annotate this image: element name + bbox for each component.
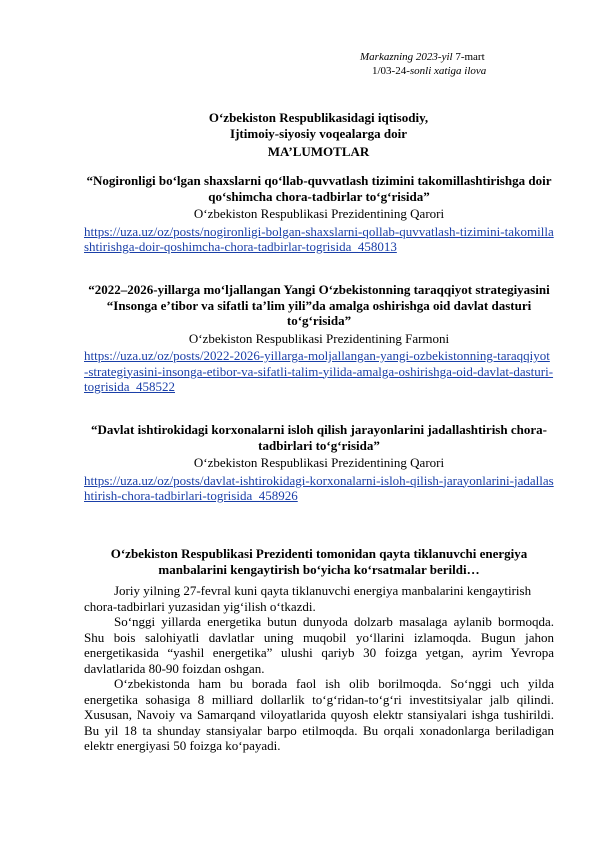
news-item-1 bbox=[84, 173, 554, 255]
news-item-source: O‘zbekiston Respublikasi Prezidentining Farmoni bbox=[188, 330, 450, 346]
news-item-3 bbox=[84, 422, 554, 504]
news-item-source: O‘zbekiston Respublikasi Prezidentining Qarori bbox=[193, 455, 445, 470]
article bbox=[84, 546, 554, 754]
header-note-line2 bbox=[360, 64, 560, 78]
article-paragraph-1-continued: chora-tadbirlari yuzasidan yig‘ilish o‘tkazdi. bbox=[84, 598, 316, 614]
news-item-2 bbox=[84, 282, 554, 395]
article-heading: O‘zbekiston Respublikasi Prezidenti tomonidan qayta tiklanuvchi energiya manbalarini kengaytirish bo‘yicha ko‘rsatmalar berildi… bbox=[110, 546, 528, 577]
header-note bbox=[360, 50, 560, 78]
header-note-appendix-label: sonli xatiga ilova bbox=[409, 65, 487, 77]
title-line2: Ijtimoiy-siyosiy voqealarga doir bbox=[230, 125, 407, 141]
header-note-date: 7-mart bbox=[452, 51, 485, 63]
header-note-line1 bbox=[360, 50, 560, 64]
article-paragraph-3: O‘zbekistonda ham bu borada faol ish olib borilmoqda. So‘nggi uch yilda energetika sohasiga 8 milliard dollarlik to‘g‘ridan-to‘g‘ri investitsiyalar jalb qilindi. Xususan, Navoiy va Samarqand viloyatlarida quyosh elektr stansiyalari ishga tushirildi. Bu yil 18 ta shunday stansiyalar barpo etilmoqda. Bu orqali xonadonlarga beriladigan elektr energiyasi 50 foizga ko‘payadi. bbox=[84, 676, 554, 753]
document-title bbox=[86, 110, 551, 160]
article-paragraph-2: So‘nggi yillarda energetika butun dunyoda dolzarb masalaga aylanib bormoqda. Shu bois salohiyatli davlatlar uning muqobil yo‘llarini izlamoqda. Bugun jahon energetikasida “yashil energetika” ulushi qariyb 30 foizga yetgan, ayrim Yevropa davlatlarida 80-90 foizdan oshgan. bbox=[84, 614, 554, 676]
news-item-link[interactable]: https://uza.uz/oz/posts/davlat-ishtirokidagi-korxonalarni-isloh-qilish-jarayonlarini-jadallashtirish-chora-tadbirlari-togrisida_458926 bbox=[84, 472, 554, 503]
header-note-number: 1/03-24- bbox=[372, 65, 410, 77]
news-item-source: O‘zbekiston Respublikasi Prezidentining Qarori bbox=[193, 206, 445, 221]
news-item-link[interactable]: https://uza.uz/oz/posts/2022-2026-yillarga-moljallangan-yangi-ozbekistonning-taraqqiyot-strategiyasini-insonga-etibor-va-sifatli-talim-yilida-amalga-oshirishga-oid-davlat-dasturi-togrisida_458522 bbox=[84, 348, 554, 394]
news-item-heading: “Davlat ishtirokidagi korxonalarni isloh qilish jarayonlarini jadallashtirish chora-tadbirlari to‘g‘risida” bbox=[91, 422, 547, 453]
news-item-heading: “Nogironligi bo‘lgan shaxslarni qo‘llab-quvvatlash tizimini takomillashtirishga doir qo‘shimcha chora-tadbirlar to‘g‘risida” bbox=[86, 173, 552, 204]
title-line1: O‘zbekiston Respublikasidagi iqtisodiy, bbox=[208, 110, 429, 125]
title-line3: MA’LUMOTLAR bbox=[267, 144, 370, 159]
article-paragraph-1: Joriy yilning 27-fevral kuni qayta tiklanuvchi energiya manbalarini kengaytirish bbox=[114, 583, 532, 598]
news-item-heading: “2022–2026-yillarga mo‘ljallangan Yangi O‘zbekistonning taraqqiyot strategiyasini “Insonga e’tibor va sifatli ta’lim yili”da amalga oshirishga oid davlat dasturi to‘g‘risida” bbox=[88, 282, 550, 328]
header-note-date-label: Markazning 2023-yil bbox=[360, 51, 453, 63]
news-item-link[interactable]: https://uza.uz/oz/posts/nogironligi-bolgan-shaxslarni-qollab-quvvatlash-tizimini-takomillashtirishga-doir-qoshimcha-chora-tadbirlar-togrisida_458013 bbox=[84, 223, 554, 254]
